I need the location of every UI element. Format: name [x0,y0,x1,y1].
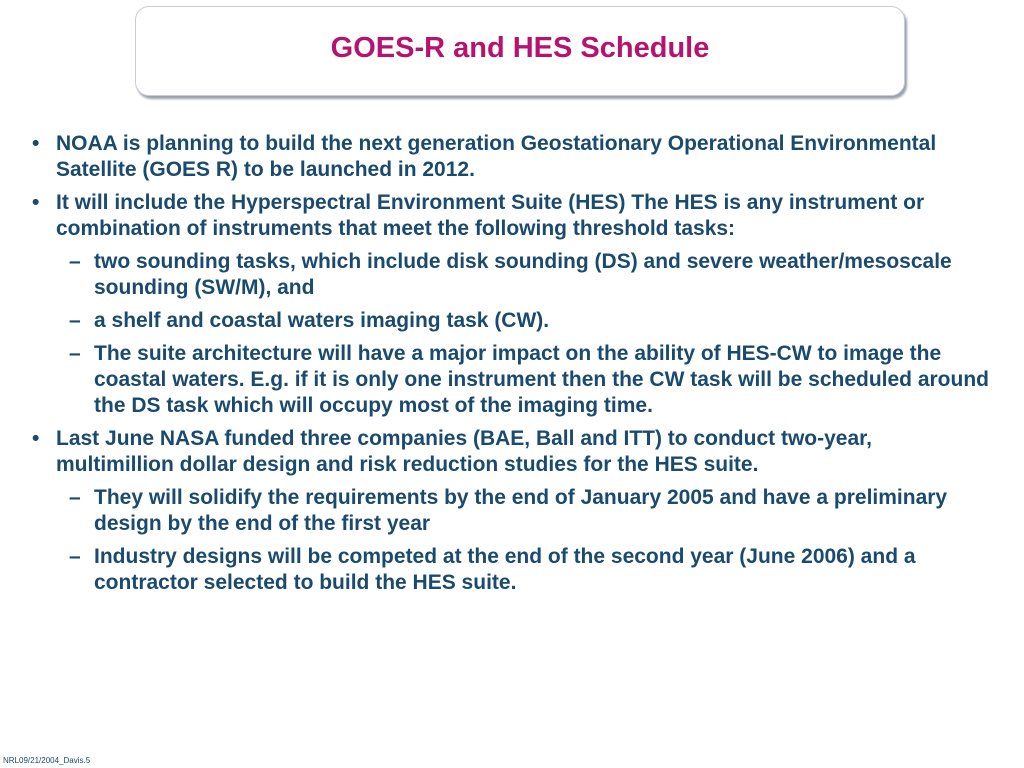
bullet-marker: • [32,427,40,450]
sub-bullet-text: a shelf and coastal waters imaging task (CW). [94,309,550,332]
sub-bullet-text: two sounding tasks, which include disk sounding (DS) and severe weather/mesoscale sounding (SW/M), and [94,250,952,299]
sub-bullet-item [30,249,990,301]
sub-bullet-marker: – [69,545,81,568]
slide-footer: NRL09/21/2004_Davis.5 [3,756,91,765]
bullet-item [30,426,990,478]
bullet-text: It will include the Hyperspectral Environment Suite (HES) The HES is any instrument or combination of instruments that meet the following threshold tasks: [56,191,925,240]
sub-bullet-marker: – [69,342,81,365]
sub-bullet-marker: – [69,250,81,273]
sub-bullet-text: They will solidify the requirements by the end of January 2005 and have a preliminary design by the end of the first year [94,486,948,535]
sub-bullet-item [30,485,990,537]
bullet-marker: • [32,132,40,155]
slide-body [30,131,990,603]
slide-title: GOES-R and HES Schedule [330,31,710,64]
sub-bullet-text: The suite architecture will have a major impact on the ability of HES-CW to image the coastal waters. E.g. if it is only one instrument then the CW task will be scheduled around the DS task which will occupy most of the imaging time. [94,342,989,417]
title-box [135,6,905,96]
sub-bullet-marker: – [69,309,81,332]
sub-bullet-text: Industry designs will be competed at the end of the second year (June 2006) and a contractor selected to build the HES suite. [94,545,916,594]
bullet-text: Last June NASA funded three companies (BAE, Ball and ITT) to conduct two-year, multimillion dollar design and risk reduction studies for the HES suite. [56,427,872,476]
bullet-text: NOAA is planning to build the next generation Geostationary Operational Environmental Satellite (GOES R) to be launched in 2012. [56,132,937,181]
bullet-item [30,131,990,183]
bullet-marker: • [32,191,40,214]
sub-bullet-item [30,544,990,596]
bullet-item [30,190,990,242]
sub-bullet-item [30,308,990,334]
sub-bullet-marker: – [69,486,81,509]
sub-bullet-item [30,341,990,419]
